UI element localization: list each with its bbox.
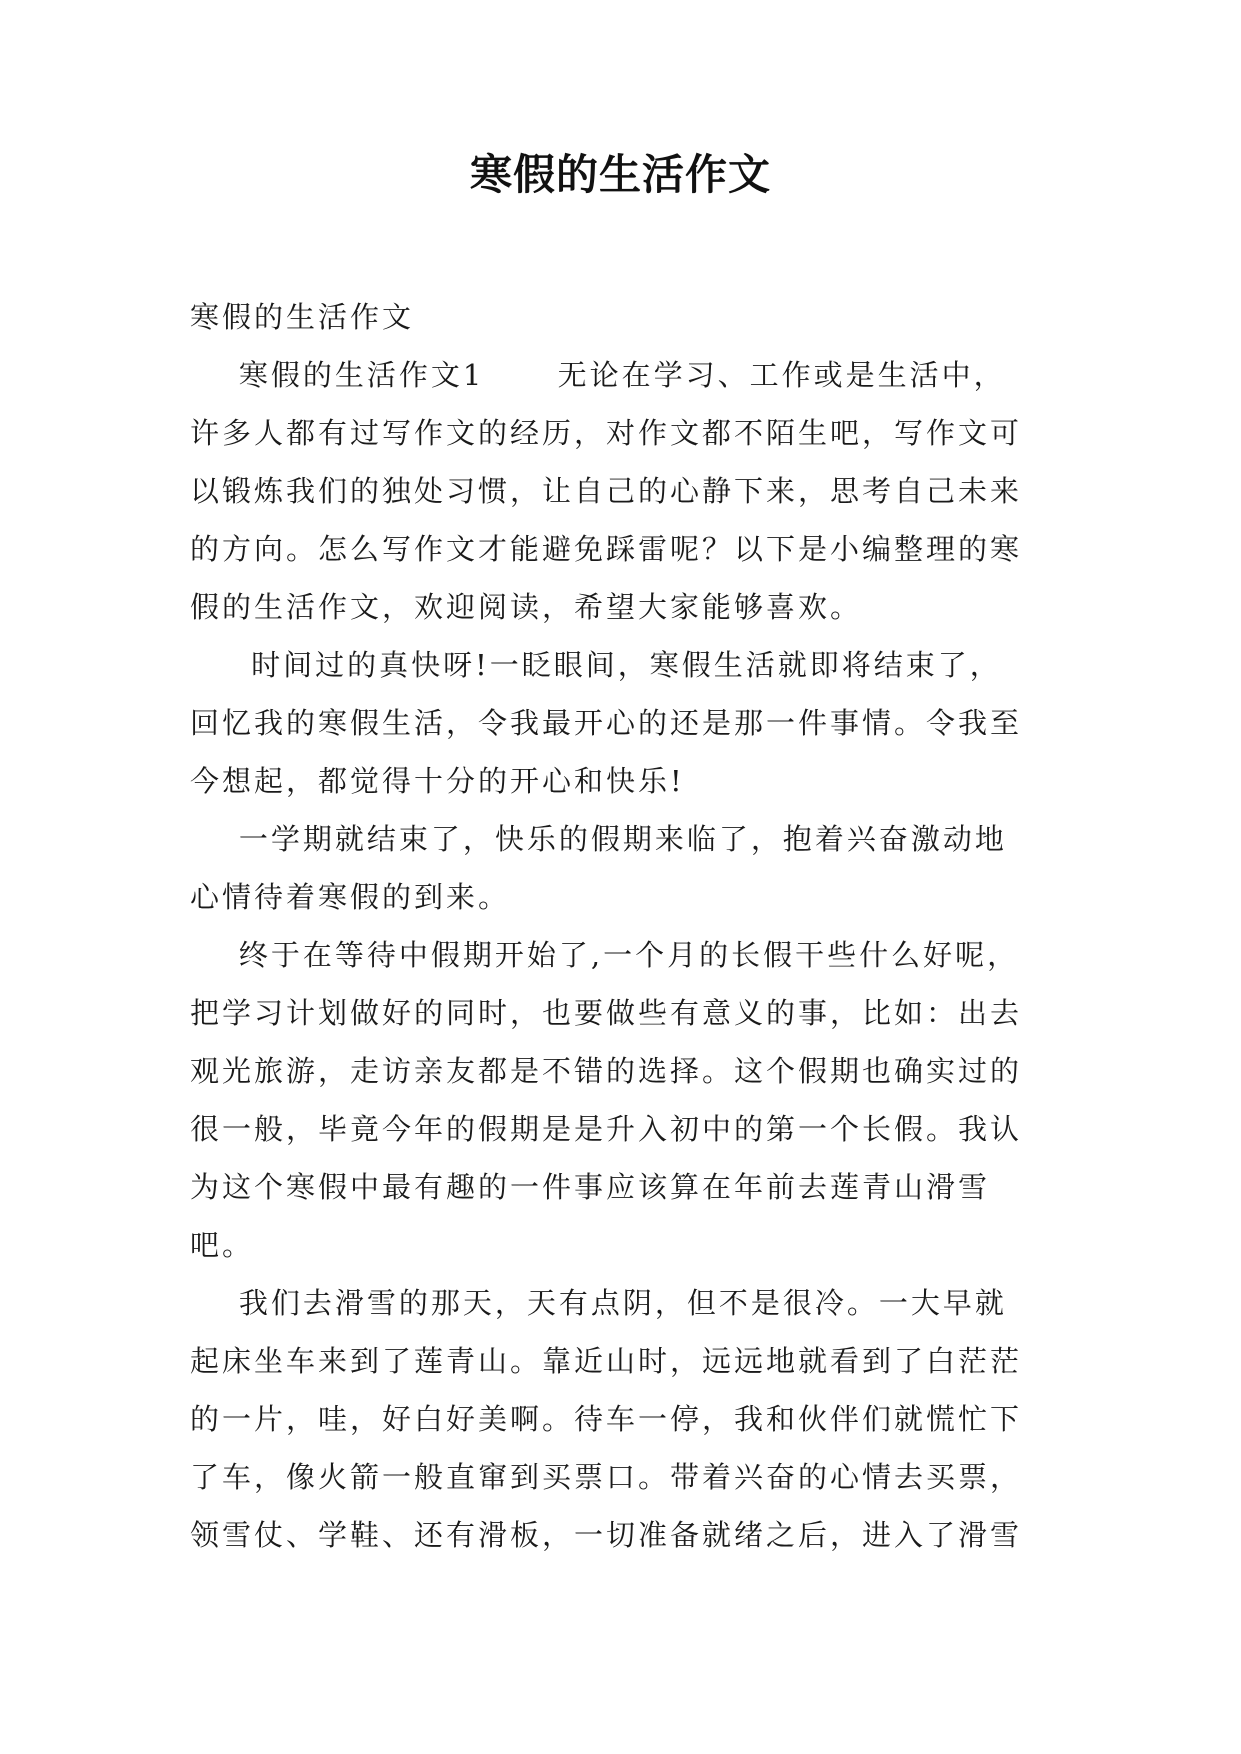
paragraph-line: 领雪仗、学鞋、还有滑板，一切准备就绪之后，进入了滑雪 <box>190 1518 1023 1552</box>
subtitle-line: 寒假的生活作文 <box>190 300 415 334</box>
paragraph-line: 一学期就结束了，快乐的假期来临了，抱着兴奋激动地 <box>190 822 1007 856</box>
paragraph-line: 很一般，毕竟今年的假期是是升入初中的第一个长假。我认 <box>190 1112 1023 1146</box>
paragraph-line: 终于在等待中假期开始了,一个月的长假干些什么好呢， <box>190 938 1020 972</box>
paragraph-line: 吧。 <box>190 1228 255 1262</box>
paragraph-line: 许多人都有过写作文的经历，对作文都不陌生吧，写作文可 <box>190 416 1023 450</box>
paragraph-line: 的一片，哇，好白好美啊。待车一停，我和伙伴们就慌忙下 <box>190 1402 1023 1436</box>
page-title: 寒假的生活作文 <box>469 150 771 199</box>
paragraph-line: 起床坐车来到了莲青山。靠近山时，远远地就看到了白茫茫 <box>190 1344 1023 1378</box>
paragraph-line: 为这个寒假中最有趣的一件事应该算在年前去莲青山滑雪 <box>190 1170 991 1204</box>
paragraph-line: 回忆我的寒假生活，令我最开心的还是那一件事情。令我至 <box>190 706 1023 740</box>
paragraph-line: 观光旅游，走访亲友都是不错的选择。这个假期也确实过的 <box>190 1054 1023 1088</box>
paragraph-line: 了车，像火箭一般直窜到买票口。带着兴奋的心情去买票， <box>190 1460 1023 1494</box>
paragraph-line: 假的生活作文，欢迎阅读，希望大家能够喜欢。 <box>190 590 863 624</box>
paragraph-line: 心情待着寒假的到来。 <box>190 880 511 914</box>
paragraph-line: 寒假的生活作文1 无论在学习、工作或是生活中， <box>190 358 1006 392</box>
paragraph-line: 时间过的真快呀!一眨眼间，寒假生活就即将结束了， <box>190 648 1002 682</box>
paragraph-line: 我们去滑雪的那天，天有点阴，但不是很冷。一大早就 <box>190 1286 1007 1320</box>
paragraph-line: 的方向。怎么写作文才能避免踩雷呢？以下是小编整理的寒 <box>190 532 1023 566</box>
document-body <box>190 288 1050 1564</box>
paragraph-line: 把学习计划做好的同时，也要做些有意义的事，比如：出去 <box>190 996 1023 1030</box>
paragraph-line: 以锻炼我们的独处习惯，让自己的心静下来，思考自己未来 <box>190 474 1023 508</box>
paragraph-line: 今想起，都觉得十分的开心和快乐! <box>190 764 685 798</box>
